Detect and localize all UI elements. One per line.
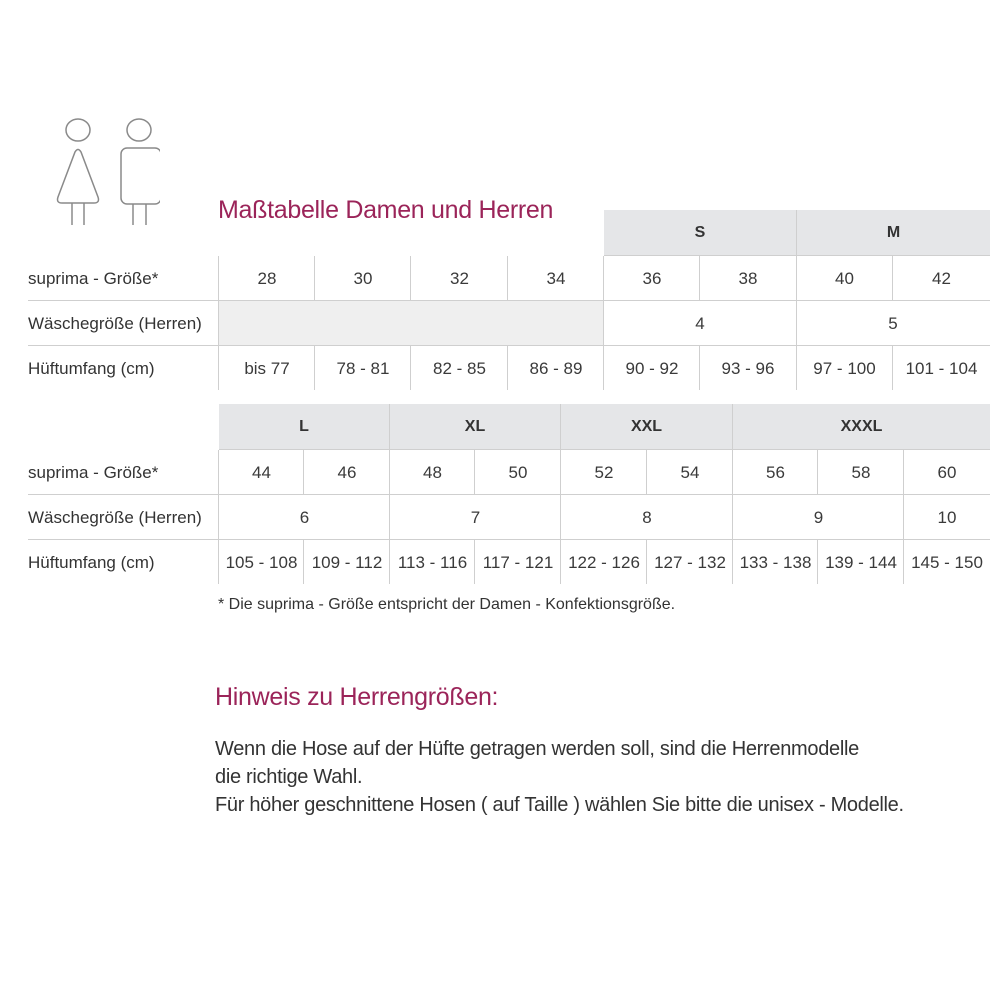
note-line: die richtige Wahl.: [215, 766, 363, 788]
table-cell: 105 - 108: [225, 552, 298, 572]
row-label-suprima: suprima - Größe*: [28, 463, 159, 482]
table-cell: bis 77: [244, 358, 290, 378]
table-cell: 78 - 81: [336, 358, 390, 378]
footnote: * Die suprima - Größe entspricht der Damen - Konfektionsgröße.: [218, 596, 676, 613]
note-heading: Hinweis zu Herrengrößen:: [215, 683, 499, 711]
row-label-waesche: Wäschegröße (Herren): [28, 314, 202, 333]
table-cell: 54: [680, 462, 700, 482]
size-group-header: XXXL: [733, 404, 990, 449]
table-cell: 4: [695, 313, 705, 333]
table-cell: 127 - 132: [654, 552, 726, 572]
row-label-huefte: Hüftumfang (cm): [28, 553, 155, 572]
note-line: Wenn die Hose auf der Hüfte getragen werden soll, sind die Herrenmodelle: [215, 738, 859, 760]
table-cell: 97 - 100: [813, 358, 876, 378]
table-cell: 139 - 144: [825, 552, 897, 572]
table-cell: 93 - 96: [721, 358, 775, 378]
table-cell: 42: [932, 268, 951, 288]
table-cell: 8: [642, 507, 652, 527]
table-cell: 34: [546, 268, 566, 288]
table-cell: 6: [299, 507, 310, 527]
table-cell: 109 - 112: [311, 552, 383, 572]
page-title: Maßtabelle Damen und Herren: [218, 196, 554, 224]
table-cell: 38: [738, 268, 758, 288]
empty-cell: [219, 301, 604, 345]
table-cell: 133 - 138: [739, 552, 812, 572]
table-cell: 101 - 104: [905, 358, 978, 378]
size-group-header: M: [797, 210, 990, 255]
figures-icon: [50, 115, 160, 230]
table-cell: 86 - 89: [529, 358, 583, 378]
female-figure-icon: [58, 119, 99, 225]
table-cell: 52: [594, 462, 614, 482]
table-cell: 32: [450, 268, 469, 288]
table-cell: 60: [937, 462, 957, 482]
male-figure-icon: [121, 119, 160, 225]
note-line: Für höher geschnittene Hosen ( auf Taille ) wählen Sie bitte die unisex - Modelle.: [215, 794, 904, 816]
table-cell: 122 - 126: [568, 552, 640, 572]
table-cell: 113 - 116: [397, 552, 468, 572]
table-cell: 58: [851, 462, 871, 482]
row-label-huefte: Hüftumfang (cm): [28, 359, 155, 378]
size-group-header: XXL: [561, 404, 732, 449]
table-cell: 46: [337, 462, 357, 482]
table-cell: 40: [835, 268, 854, 288]
size-group-header: L: [219, 404, 389, 449]
table-cell: 7: [470, 507, 481, 527]
note-text: [215, 735, 904, 819]
size-group-header: S: [604, 210, 796, 255]
table-cell: 90 - 92: [625, 358, 679, 378]
table-cell: 5: [888, 313, 898, 333]
row-label-waesche: Wäschegröße (Herren): [28, 508, 202, 527]
table-cell: 117 - 121: [482, 552, 554, 572]
table-cell: 48: [423, 462, 442, 482]
size-group-header: XL: [390, 404, 560, 449]
table-cell: 28: [257, 268, 277, 288]
table-cell: 145 - 150: [911, 552, 983, 572]
row-label-suprima: suprima - Größe*: [28, 269, 159, 288]
table-cell: 44: [252, 462, 271, 482]
table-cell: 56: [766, 462, 785, 482]
table-cell: 9: [813, 507, 824, 527]
table-cell: 36: [642, 268, 662, 288]
table-cell: 50: [508, 462, 528, 482]
table-cell: 82 - 85: [433, 358, 486, 378]
table-cell: 30: [353, 268, 373, 288]
table-cell: 10: [937, 507, 957, 527]
